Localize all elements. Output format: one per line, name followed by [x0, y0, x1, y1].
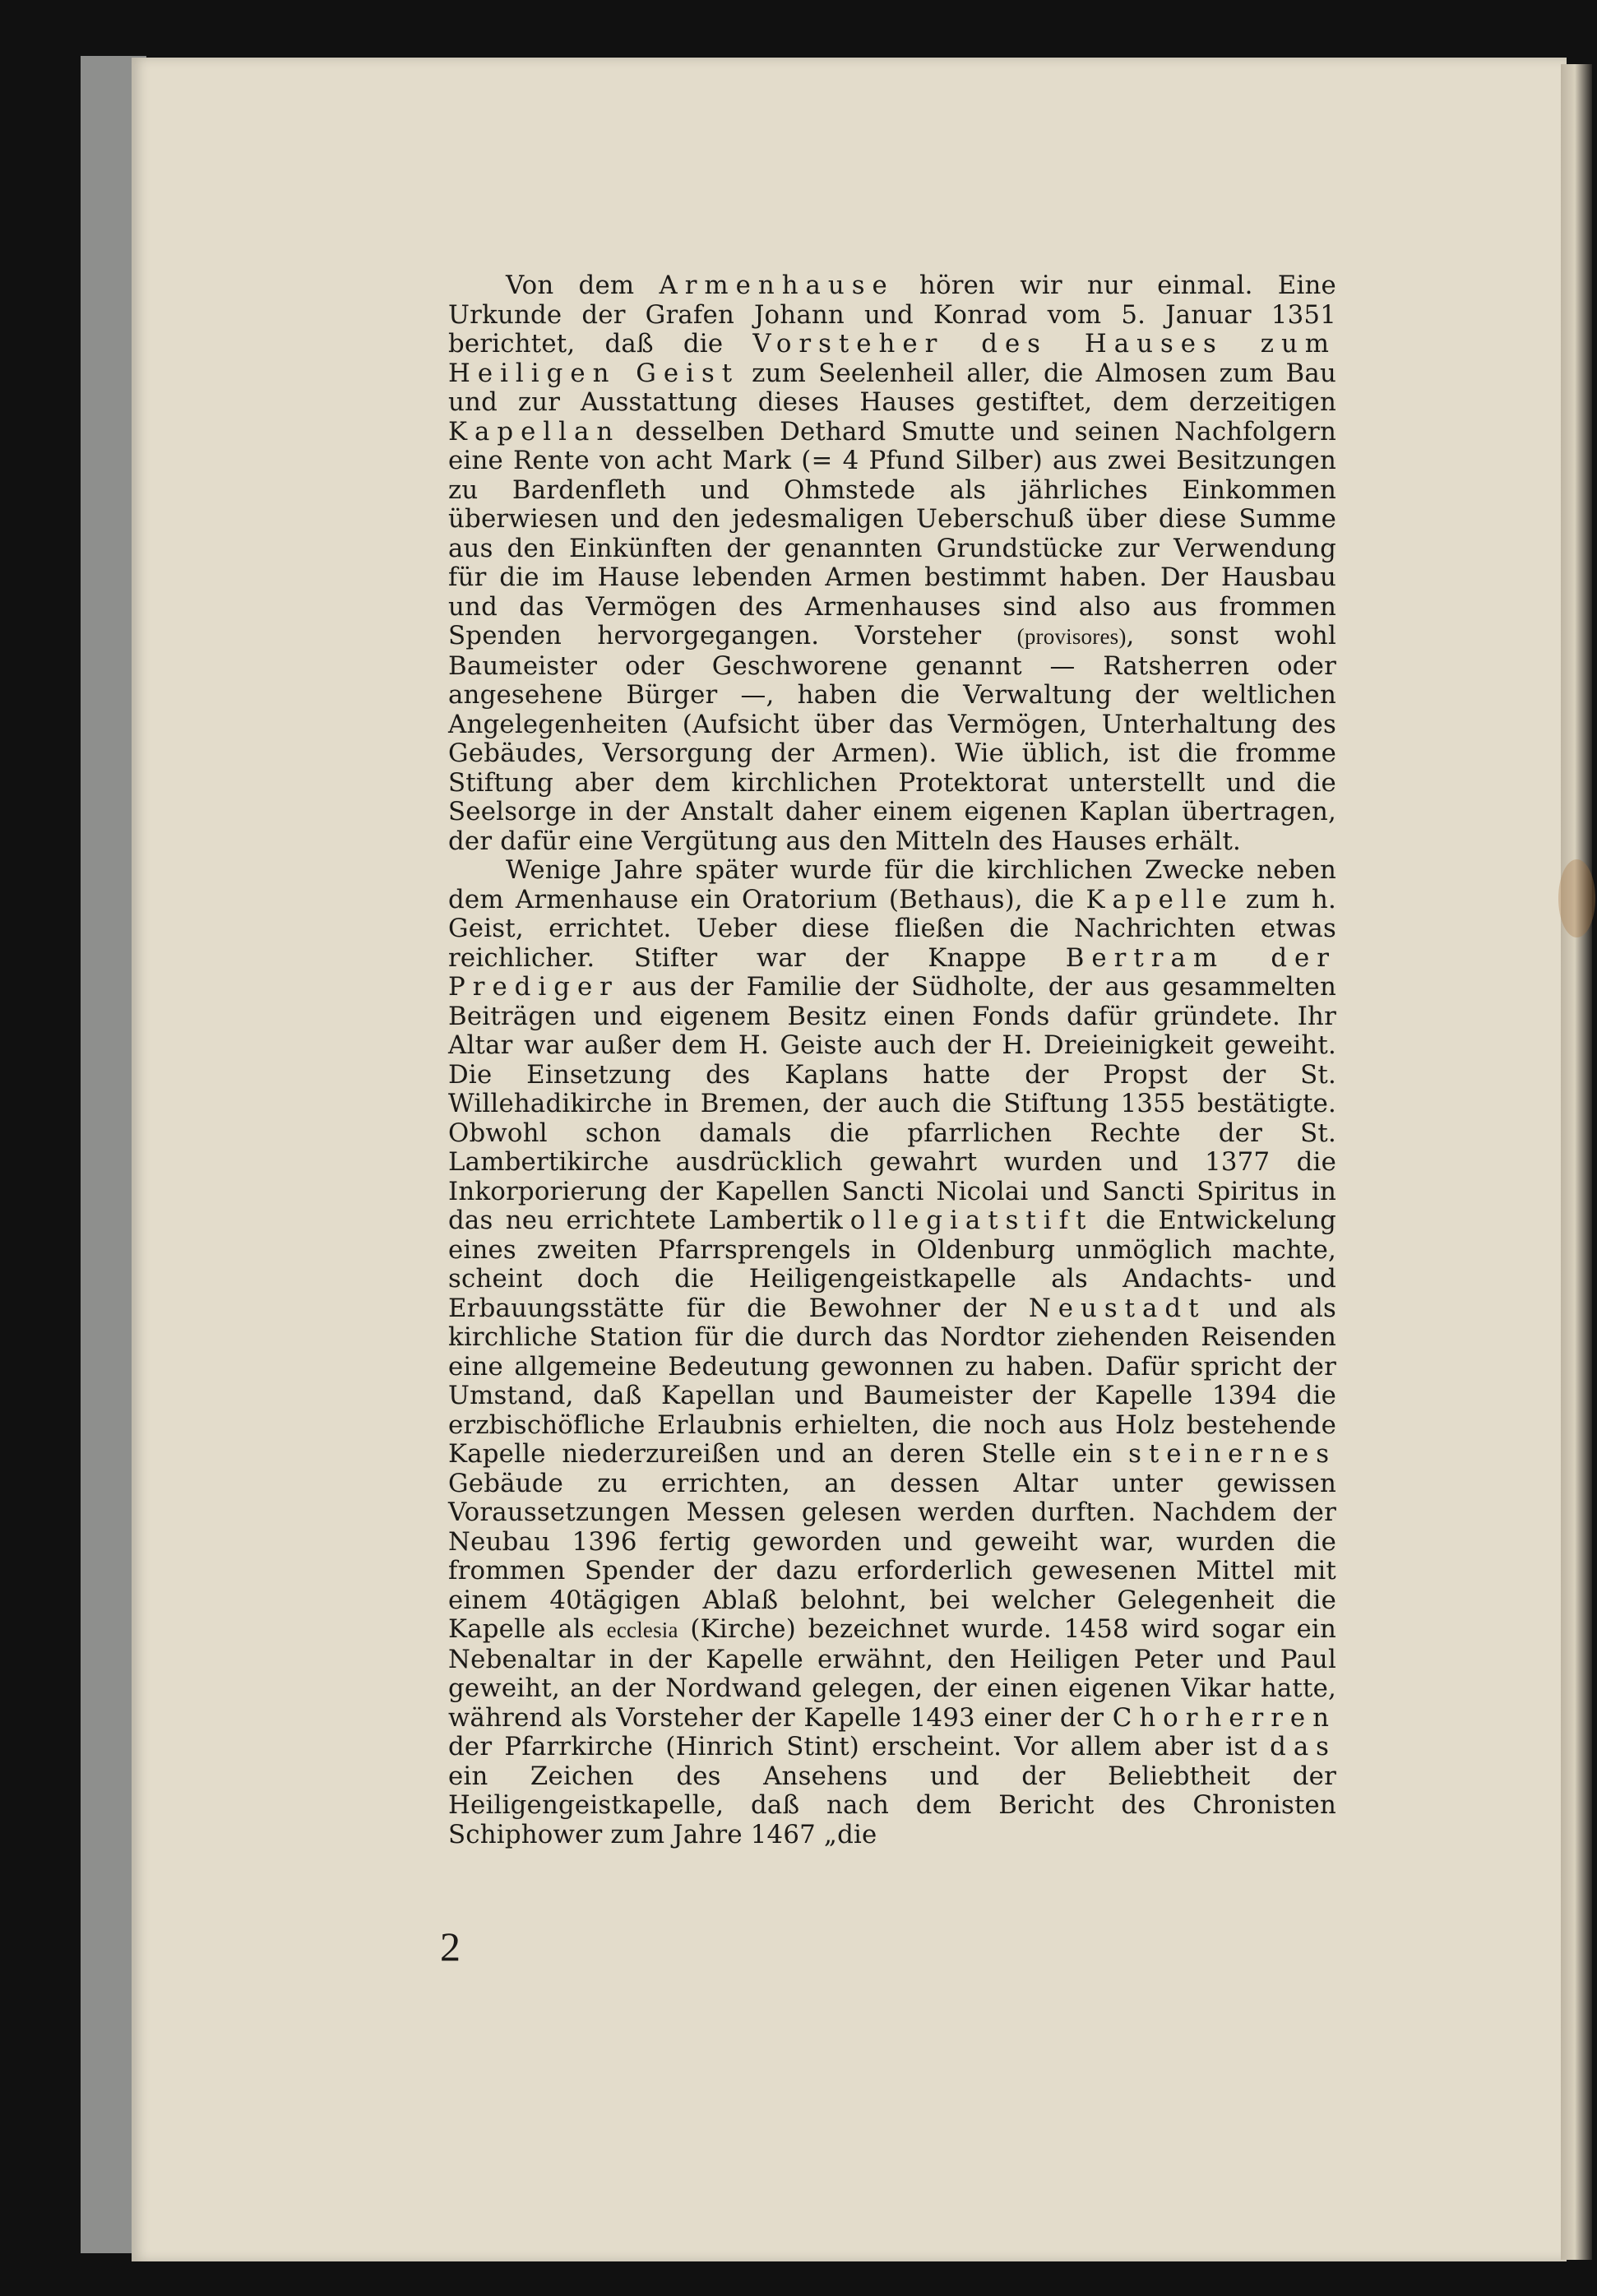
emphasis-kapelle: Kapelle	[1085, 884, 1234, 914]
text-run: Gebäude zu errichten, an dessen Altar unter gewissen Voraussetzungen Messen gelesen werden durften. Nachdem der Neubau 1396 fertig geworden und geweiht war, wurden die frommen Spender der dazu erforderlich gewesenen Mittel mit einem 40tägigen Ablaß belohnt, bei welcher Gelegenheit die Kapelle als	[448, 1468, 1336, 1644]
emphasis-neustadt: Neustadt	[1028, 1293, 1206, 1323]
emphasis-steinernes: steinernes	[1128, 1439, 1336, 1469]
text-run: hören wir nur einmal. Eine Urkunde der Grafen Johann und Konrad vom 5. Januar 1351 berichtet, daß die	[448, 271, 1336, 359]
emphasis-bertram: Bertram der Prediger	[448, 942, 1336, 1002]
emphasis-kollegiatstift: kollegiatstift	[827, 1206, 1094, 1235]
text-run: zum h. Geist, errichtet. Ueber diese fließen die Nachrichten etwas reichlicher. Stifter war der Knappe	[448, 884, 1336, 973]
text-run: ein Zeichen des Ansehens und der Beliebtheit der Heiligengeistkapelle, daß nach dem Bericht des Chronisten Schiphower zum Jahre 1467 „die	[448, 1761, 1336, 1849]
emphasis-vorsteher: Vorsteher des Hauses zum Heiligen Geist	[448, 329, 1336, 388]
paragraph-kapelle	[448, 856, 1336, 1849]
paper-stain	[1558, 859, 1595, 937]
page-edge	[1561, 64, 1592, 2260]
text-run: aus der Familie der Südholte, der aus gesammelten Beiträgen und eigenem Besitz einen Fonds dafür gründete. Ihr Altar war außer dem H. Geiste auch der H. Dreieinigkeit geweiht. Die Einsetzung des Kaplans hatte der Propst der St. Willehadikirche in Bremen, der auch die Stiftung 1355 bestätigte. Obwohl schon damals die pfarrlichen Rechte der St. Lambertikirche ausdrücklich gewahrt wurden und 1377 die Inkorporierung der Kapellen Sancti Nicolai und Sancti Spiritus in das neu errichtete Lamberti	[448, 972, 1336, 1235]
text-run: die Entwickelung eines zweiten Pfarrsprengels in Oldenburg unmöglich machte, scheint doch die Heiligengeistkapelle als Andachts- und Erbauungsstätte für die Bewohner der	[448, 1206, 1337, 1323]
text-run: zum Seelenheil aller, die Almosen zum Bau und zur Ausstattung dieses Hauses gestiftet, dem derzeitigen	[448, 358, 1336, 417]
text-run: der Pfarrkirche (Hinrich Stint) erscheint. Vor allem aber ist	[448, 1732, 1271, 1761]
text-run: Von dem	[506, 271, 660, 300]
text-run: und als kirchliche Station für die durch das Nordtor ziehenden Reisenden eine allgemeine Bedeutung gewonnen zu haben. Dafür spricht der Umstand, daß Kapellan und Baumeister der Kapelle 1394 die erzbischöfliche Erlaubnis erhielten, die noch aus Holz bestehende Kapelle niederzureißen und an deren Stelle ein	[448, 1293, 1336, 1469]
emphasis-chorherren: Chorherren	[1112, 1702, 1336, 1733]
page-number: 2	[440, 1923, 461, 1970]
text-run: desselben Dethard Smutte und seinen Nachfolgern eine Rente von acht Mark (= 4 Pfund Silber) aus zwei Besitzungen zu Bardenfleth und Ohmstede als jährliches Einkommen überwiesen und den jedesmaligen Ueberschuß über diese Summe aus den Einkünften der genannten Grundstücke zur Verwendung für die im Hause lebenden Armen bestimmt haben. Der Hausbau und das Vermögen des Armenhauses sind also aus frommen Spenden hervorgegangen. Vorsteher	[448, 416, 1336, 650]
latin-term-ecclesia: ecclesia	[606, 1618, 678, 1642]
body-text	[448, 271, 1336, 1849]
text-run: (Kirche) bezeichnet wurde. 1458 wird sogar ein Nebenaltar in der Kapelle erwähnt, den Heiligen Peter und Paul geweiht, an der Nordwand gelegen, der einen eigenen Vikar hatte, während als Vorsteher der Kapelle 1493 einer der	[448, 1614, 1336, 1733]
emphasis-das: das	[1270, 1732, 1336, 1761]
latin-term-provisores: (provisores)	[1016, 624, 1127, 649]
paragraph-armenhaus	[448, 271, 1336, 856]
text-run: , sonst wohl Baumeister oder Geschworene genannt — Ratsherren oder angesehene Bürger —, haben die Verwaltung der weltlichen Angelegenheiten (Aufsicht über das Vermögen, Unterhaltung des Gebäudes, Versorgung der Armen). Wie üblich, ist die fromme Stiftung aber dem kirchlichen Protektorat unterstellt und die Seelsorge in der Anstalt daher einem eigenen Kaplan übertragen, der dafür eine Vergütung aus den Mitteln des Hauses erhält.	[448, 621, 1336, 856]
emphasis-armenhause: Armenhause	[659, 271, 895, 300]
emphasis-kapellan: Kapellan	[448, 416, 621, 447]
text-run: Wenige Jahre später wurde für die kirchlichen Zwecke neben dem Armenhause ein Oratorium (Bethaus), die	[448, 855, 1336, 914]
